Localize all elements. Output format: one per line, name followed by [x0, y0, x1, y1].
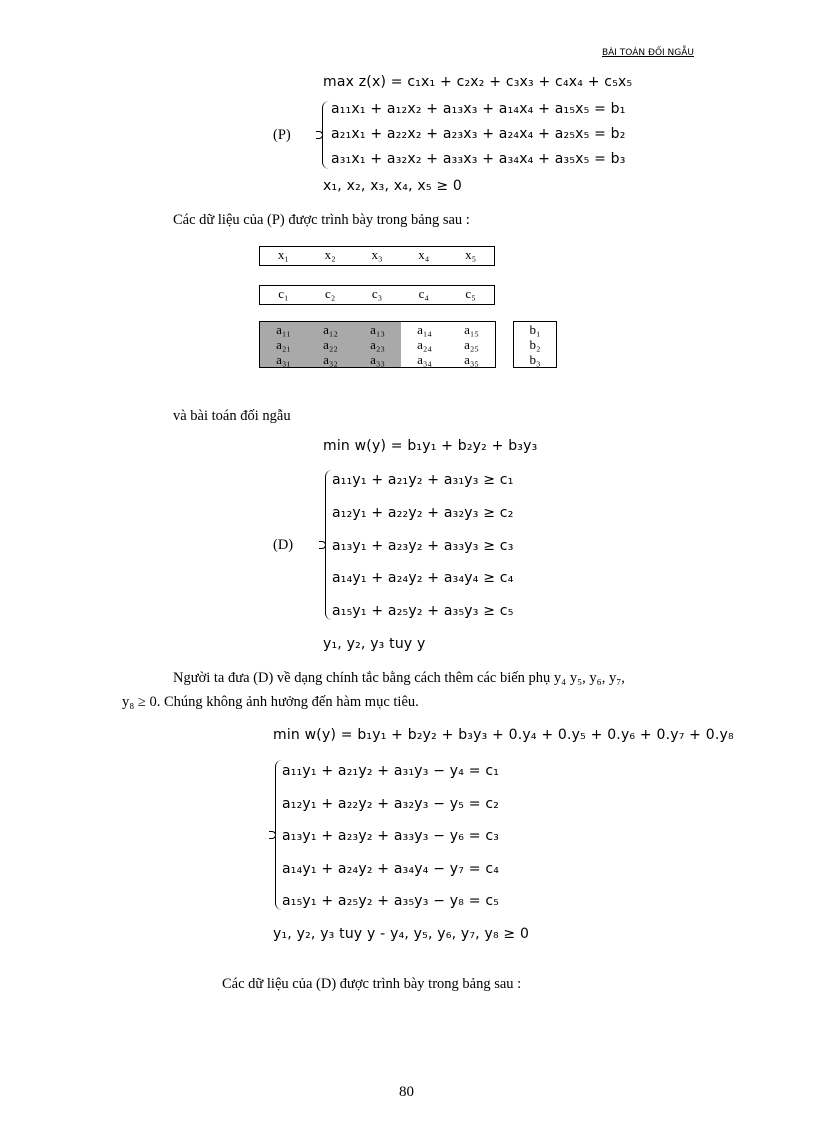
primal-objective: max z(x) = c₁x₁ + c₂x₂ + c₃x₃ + c₄x₄ + c₅x₅ [323, 74, 633, 90]
canonical-brace [275, 760, 282, 910]
table-cell: a₂₄ [417, 337, 432, 352]
table-a-matrix [259, 321, 496, 368]
table-cell: x₄ [418, 247, 430, 262]
primal-brace [322, 101, 329, 169]
dual-sign-condition: y₁, y₂, y₃ tuy y [323, 636, 426, 652]
table-cell: x₅ [465, 247, 477, 262]
table-cell: a₃₁ [260, 352, 307, 367]
table-cell: a₃₄ [417, 352, 432, 367]
table-cell: c₄ [418, 286, 429, 301]
canonical-constraint-2: a₁₂y₁ + a₂₂y₂ + a₃₂y₃ − y₅ = c₂ [282, 796, 500, 812]
canonical-objective: min w(y) = b₁y₁ + b₂y₂ + b₃y₃ + 0.y₄ + 0.y₅ + 0.y₆ + 0.y₇ + 0.y₈ [273, 727, 734, 743]
dual-brace [325, 470, 332, 620]
dual-objective: min w(y) = b₁y₁ + b₂y₂ + b₃y₃ [323, 438, 538, 454]
primal-constraint-3: a₃₁x₁ + a₃₂x₂ + a₃₃x₃ + a₃₄x₄ + a₃₅x₅ = b₃ [331, 151, 626, 167]
table-cell: a₂₁ [260, 337, 307, 352]
canonical-constraint-3: a₁₃y₁ + a₂₃y₂ + a₃₃y₃ − y₆ = c₃ [282, 828, 500, 844]
table-cell: c₁ [278, 286, 289, 301]
table-cell: c₅ [465, 286, 476, 301]
running-header: BÀI TOÁN ĐỐI NGẪU [601, 48, 694, 58]
paragraph-primal-data: Các dữ liệu của (P) được trình bày trong bảng sau : [173, 212, 470, 228]
paragraph-canonical-1: Người ta đưa (D) về dạng chính tắc bằng cách thêm các biến phụ y₄ y₅, y₆, y₇, [173, 670, 625, 686]
table-cell: x₂ [324, 247, 336, 262]
table-cell: a₃₂ [307, 352, 354, 367]
primal-constraint-1: a₁₁x₁ + a₁₂x₂ + a₁₃x₃ + a₁₄x₄ + a₁₅x₅ = b₁ [331, 101, 626, 117]
canonical-constraint-4: a₁₄y₁ + a₂₄y₂ + a₃₄y₄ − y₇ = c₄ [282, 861, 500, 877]
page-number: 80 [399, 1084, 414, 1100]
primal-label: (P) [273, 127, 291, 143]
dual-constraint-2: a₁₂y₁ + a₂₂y₂ + a₃₂y₃ ≥ c₂ [332, 505, 514, 521]
table-cell: a₃₃ [354, 352, 401, 367]
dual-label: (D) [273, 537, 294, 553]
table-cell: a₂₂ [307, 337, 354, 352]
table-cell: b₃ [529, 352, 541, 367]
dual-constraint-3: a₁₃y₁ + a₂₃y₂ + a₃₃y₃ ≥ c₃ [332, 538, 514, 554]
table-c-row [259, 285, 495, 305]
table-cell: a₁₃ [354, 322, 401, 337]
canonical-sign-condition: y₁, y₂, y₃ tuy y - y₄, y₅, y₆, y₇, y₈ ≥ 0 [273, 926, 530, 942]
table-cell: x₃ [371, 247, 383, 262]
dual-constraint-5: a₁₅y₁ + a₂₅y₂ + a₃₅y₃ ≥ c₅ [332, 603, 514, 619]
dual-constraint-1: a₁₁y₁ + a₂₁y₂ + a₃₁y₃ ≥ c₁ [332, 472, 514, 488]
canonical-constraint-5: a₁₅y₁ + a₂₅y₂ + a₃₅y₃ − y₈ = c₅ [282, 893, 500, 909]
table-cell: a₁₅ [464, 322, 479, 337]
table-cell: b₂ [529, 337, 541, 352]
table-cell: a₁₂ [307, 322, 354, 337]
paragraph-dual-data: Các dữ liệu của (D) được trình bày trong bảng sau : [222, 976, 522, 992]
primal-sign-condition: x₁, x₂, x₃, x₄, x₅ ≥ 0 [323, 178, 463, 194]
table-cell: a₁₄ [417, 322, 432, 337]
table-cell: a₁₁ [260, 322, 307, 337]
table-cell: a₂₅ [464, 337, 479, 352]
table-cell: c₃ [371, 286, 383, 301]
table-cell: a₂₃ [354, 337, 401, 352]
table-b-column [513, 321, 557, 368]
paragraph-dual-intro: và bài toán đối ngẫu [173, 408, 291, 424]
table-cell: a₃₅ [464, 352, 479, 367]
table-x-row [259, 246, 495, 266]
paragraph-canonical-2: y₈ ≥ 0. Chúng không ảnh hưởng đến hàm mục tiêu. [122, 694, 419, 710]
table-cell: c₂ [325, 286, 336, 301]
canonical-constraint-1: a₁₁y₁ + a₂₁y₂ + a₃₁y₃ − y₄ = c₁ [282, 763, 500, 779]
dual-constraint-4: a₁₄y₁ + a₂₄y₂ + a₃₄y₄ ≥ c₄ [332, 570, 514, 586]
primal-constraint-2: a₂₁x₁ + a₂₂x₂ + a₂₃x₃ + a₂₄x₄ + a₂₅x₅ = b₂ [331, 126, 626, 142]
table-cell: x₁ [277, 247, 289, 262]
table-cell: b₁ [529, 322, 541, 337]
